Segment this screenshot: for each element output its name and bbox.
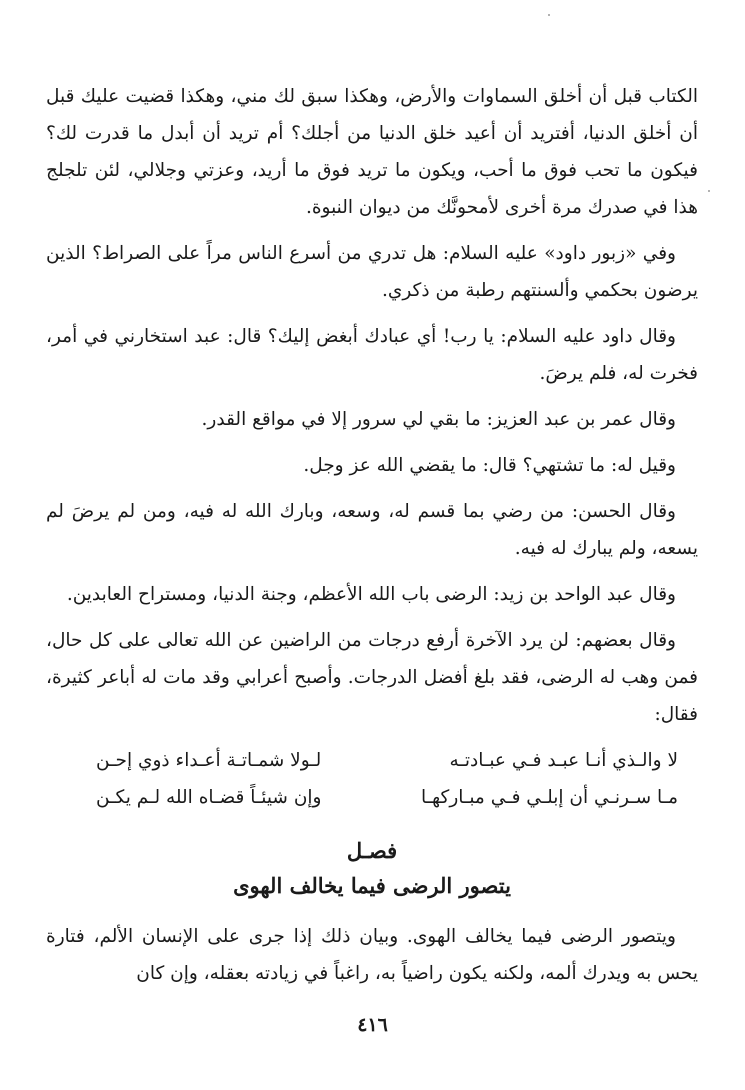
paragraph-umar-ibn-abd-al-aziz: وقال عمر بن عبد العزيز: ما بقي لي سرور إلا في مواقع القدر. <box>201 409 676 430</box>
poem-first-hemistich: مـا سـرنـي أن إبلـي فـي مبـاركهـا <box>420 787 678 808</box>
page-number: ٤١٦ <box>357 1014 388 1036</box>
poem-first-hemistich: لا والـذي أنـا عبـد فـي عبـادتـه <box>449 750 678 771</box>
paragraph-continuation: الكتاب قبل أن أخلق السماوات والأرض، وهكذا سبق لك مني، وهكذا قضيت عليك قبل أن أخلق الدنيا، أفتريد أن أعيد خلق الدنيا من أجلك؟ أم تريد أن أبدل ما قدرت لك؟ فيكون ما تحب فوق ما أحب، ويكون ما تريد فوق ما أريد، وعزتي وجلالي، لئن تلجلج هذا في صدرك مرة أخرى لأمحونَّك من ديوان النبوة. <box>46 86 698 218</box>
paragraph-what-he-desires: وقيل له: ما تشتهي؟ قال: ما يقضي الله عز وجل. <box>303 455 676 476</box>
paragraph-zabur-dawud: وفي «زبور داود» عليه السلام: هل تدري من أسرع الناس مراً على الصراط؟ الذين يرضون بحكمي وألسنتهم رطبة من ذكري. <box>46 243 698 301</box>
poem-second-hemistich: لـولا شمـاتـة أعـداء ذوي إحـن <box>96 750 322 771</box>
poem-second-hemistich: وإن شيئـاً قضـاه الله لـم يكـن <box>96 787 322 808</box>
paragraph-closing: ويتصور الرضى فيما يخالف الهوى. وبيان ذلك إذا جرى على الإنسان الألم، فتارة يحس به ويدرك ألمه، ولكنه يكون راضياً به، راغباً في زيادته بعقله، وإن كان <box>46 926 698 984</box>
paragraph-some-said: وقال بعضهم: لن يرد الآخرة أرفع درجات من الراضين عن الله تعالى على كل حال، فمن وهب له الرضى، فقد بلغ أفضل الدرجات. وأصبح أعرابي وقد مات له أباعر كثيرة، فقال: <box>46 630 698 725</box>
page-body <box>46 78 698 1001</box>
paragraph-abd-al-wahid: وقال عبد الواحد بن زيد: الرضى باب الله الأعظم، وجنة الدنيا، ومستراح العابدين. <box>66 584 676 605</box>
scan-speck <box>548 14 550 16</box>
section-title: يتصور الرضى فيما يخالف الهوى <box>233 873 511 898</box>
poem-verse <box>46 779 698 816</box>
scan-speck <box>708 190 710 192</box>
poem <box>46 742 698 816</box>
paragraph-al-hasan: وقال الحسن: من رضي بما قسم له، وسعه، وبارك الله له فيه، ومن لم يرضَ لم يسعه، ولم يبارك له فيه. <box>46 501 698 559</box>
paragraph-dawud-question: وقال داود عليه السلام: يا رب! أي عبادك أبغض إليك؟ قال: عبد استخارني في أمر، فخرت له، فلم يرضَ. <box>46 326 698 384</box>
section-heading: فصـل <box>346 838 398 863</box>
poem-verse <box>46 742 698 779</box>
